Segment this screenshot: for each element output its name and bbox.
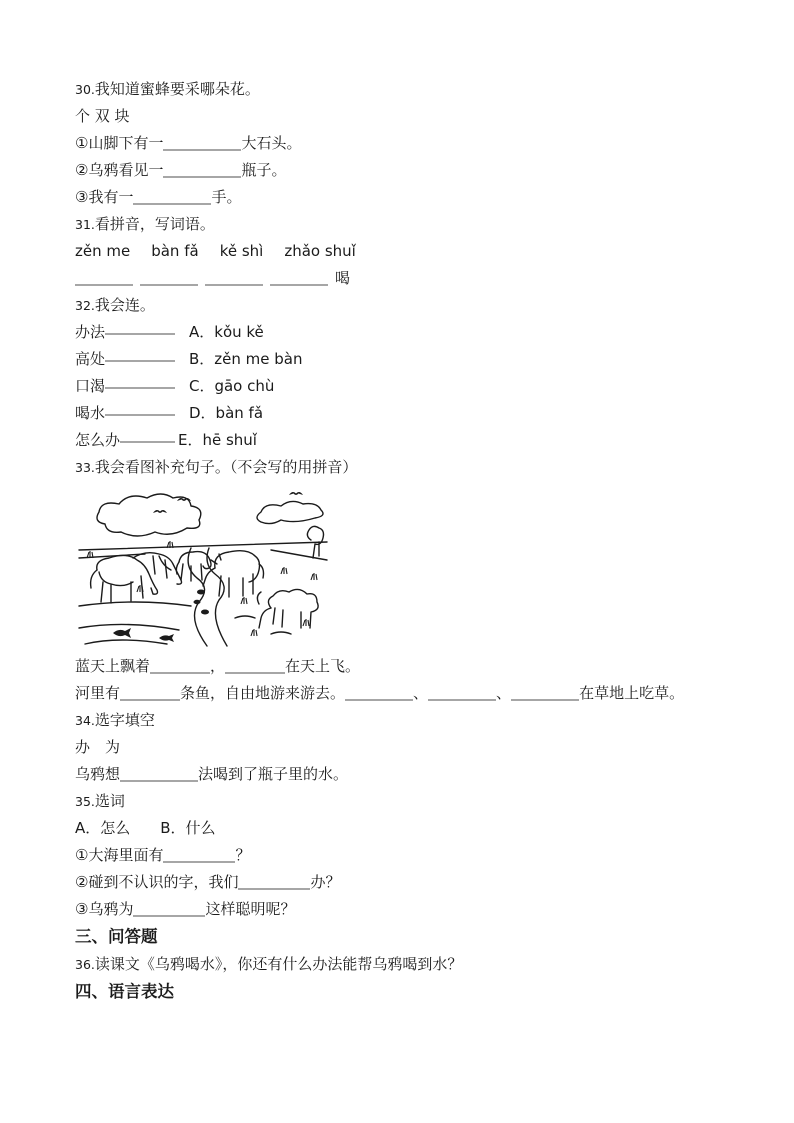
s1-part-a: 蓝天上飘着 — [75, 657, 151, 675]
match-row-1 — [75, 319, 739, 346]
question-33-number: 33. — [75, 460, 95, 475]
s2-separator: 、 — [496, 684, 512, 702]
horse-1 — [91, 555, 158, 603]
match-right-option: A．kǒu kě — [189, 323, 264, 341]
match-right-option: C．gāo chù — [189, 377, 275, 395]
answer-blank — [150, 658, 210, 674]
question-31-number: 31. — [75, 217, 95, 232]
q30-item-1 — [75, 130, 739, 157]
river-bank-right — [207, 548, 227, 646]
rock — [197, 590, 205, 595]
pinyin-word: bàn fǎ — [151, 242, 199, 260]
q30-item-2-pre: ②乌鸦看见一 — [75, 161, 164, 179]
answer-blank — [163, 135, 241, 151]
section-4-heading: 四、语言表达 — [75, 982, 174, 1001]
question-32-number: 32. — [75, 298, 95, 313]
question-34-number: 34. — [75, 713, 95, 728]
match-left-word: 口渴 — [75, 377, 106, 395]
pinyin-word: kě shì — [219, 242, 264, 260]
answer-blank — [120, 766, 198, 782]
question-33 — [75, 454, 739, 481]
q35-item-1-pre: ①大海里面有 — [75, 846, 164, 864]
match-row-4 — [75, 400, 739, 427]
q30-item-3-post: 手。 — [211, 188, 242, 206]
water-line-3 — [85, 640, 167, 644]
s2-part-b: 条鱼，自由地游来游去。 — [180, 684, 346, 702]
q34-post: 法喝到了瓶子里的水。 — [198, 765, 349, 783]
question-34-text: 选字填空 — [94, 711, 155, 729]
sheep-bottom-pair — [257, 589, 318, 628]
answer-blank — [105, 319, 175, 335]
q35-item-3-pre: ③乌鸦为 — [75, 900, 134, 918]
q33-sentence-1 — [75, 653, 739, 680]
answer-blank — [105, 400, 175, 416]
answer-blank — [511, 685, 579, 701]
question-33-text: 我会看图补充句子。（不会写的用拼音） — [94, 458, 358, 476]
question-36-number: 36. — [75, 957, 95, 972]
match-right-option: D．bàn fǎ — [189, 404, 264, 422]
question-32 — [75, 292, 739, 319]
q30-item-2 — [75, 157, 739, 184]
match-right-option: B．zěn me bàn — [189, 350, 303, 368]
match-left-word: 怎么办 — [75, 431, 121, 449]
answer-blank — [140, 270, 198, 286]
q34-sentence — [75, 761, 739, 788]
q31-answer-row — [75, 265, 739, 292]
answer-blank — [120, 685, 180, 701]
q34-pre: 乌鸦想 — [75, 765, 121, 783]
question-31-text: 看拼音，写词语。 — [94, 215, 215, 233]
match-right-option: E．hē shuǐ — [178, 431, 257, 449]
answer-blank — [75, 270, 133, 286]
answer-blank — [105, 346, 175, 362]
answer-blank — [428, 685, 496, 701]
answer-blank — [120, 427, 175, 443]
q30-item-1-pre: ①山脚下有一 — [75, 134, 164, 152]
q35-item-1 — [75, 842, 739, 869]
answer-blank — [163, 162, 241, 178]
bird-1 — [153, 510, 167, 513]
answer-blank — [133, 189, 211, 205]
answer-blank — [345, 685, 413, 701]
section-3-heading: 三、问答题 — [75, 927, 158, 946]
answer-blank — [225, 658, 285, 674]
q30-item-2-post: 瓶子。 — [241, 161, 287, 179]
q31-pinyin-row — [75, 238, 739, 265]
question-35 — [75, 788, 739, 815]
question-36-text: 读课文《乌鸦喝水》，你还有什么办法能帮乌鸦喝到水？ — [94, 955, 463, 973]
rock — [194, 600, 201, 604]
question-34 — [75, 707, 739, 734]
q34-choices: 办 为 — [75, 738, 121, 756]
s2-part-a: 河里有 — [75, 684, 121, 702]
q35-item-2 — [75, 869, 739, 896]
pinyin-word: zěn me — [75, 242, 131, 260]
question-36 — [75, 951, 739, 978]
horse-2 — [133, 553, 182, 585]
question-30-number: 30. — [75, 82, 95, 97]
answer-blank — [238, 874, 310, 890]
cloud-right — [257, 501, 323, 523]
answer-blank — [205, 270, 263, 286]
question-35-text: 选词 — [94, 792, 125, 810]
question-31 — [75, 211, 739, 238]
s2-separator: 、 — [413, 684, 429, 702]
answer-blank — [163, 847, 235, 863]
question-32-text: 我会连。 — [94, 296, 155, 314]
horizon-line — [79, 542, 327, 550]
answer-blank — [133, 901, 205, 917]
s1-part-c: 在天上飞。 — [285, 657, 361, 675]
q35-choices: A．怎么 B．什么 — [75, 819, 216, 837]
match-left-word: 高处 — [75, 350, 106, 368]
question-35-number: 35. — [75, 794, 95, 809]
pinyin-word: zhǎo shuǐ — [284, 242, 356, 260]
match-row-3 — [75, 373, 739, 400]
q33-sentence-2 — [75, 680, 739, 707]
rock — [201, 610, 209, 615]
answer-blank — [105, 373, 175, 389]
fish-1 — [113, 628, 131, 638]
water-line-1 — [79, 602, 191, 606]
cow — [203, 551, 264, 597]
match-left-word: 办法 — [75, 323, 106, 341]
q30-item-3 — [75, 184, 739, 211]
river-bank-left — [188, 548, 207, 646]
q35-item-3 — [75, 896, 739, 923]
match-row-2 — [75, 346, 739, 373]
q35-item-1-post: ？ — [235, 846, 251, 864]
pasture-illustration — [75, 488, 739, 648]
match-row-5 — [75, 427, 739, 454]
match-left-word: 喝水 — [75, 404, 106, 422]
q30-item-1-post: 大石头。 — [241, 134, 302, 152]
q35-item-3-post: 这样聪明呢？ — [205, 900, 296, 918]
q30-word-bank: 个 双 块 — [75, 107, 130, 125]
question-30-text: 我知道蜜蜂要采哪朵花。 — [94, 80, 260, 98]
q31-tail-char: 喝 — [335, 269, 351, 287]
bird-3 — [289, 492, 303, 495]
q35-item-2-post: 办？ — [310, 873, 341, 891]
s2-part-e: 在草地上吃草。 — [579, 684, 685, 702]
fish-2 — [159, 634, 174, 642]
q30-item-3-pre: ③我有一 — [75, 188, 134, 206]
answer-blank — [270, 270, 328, 286]
s1-comma: ， — [210, 657, 226, 675]
question-30 — [75, 76, 739, 103]
q35-item-2-pre: ②碰到不认识的字，我们 — [75, 873, 239, 891]
